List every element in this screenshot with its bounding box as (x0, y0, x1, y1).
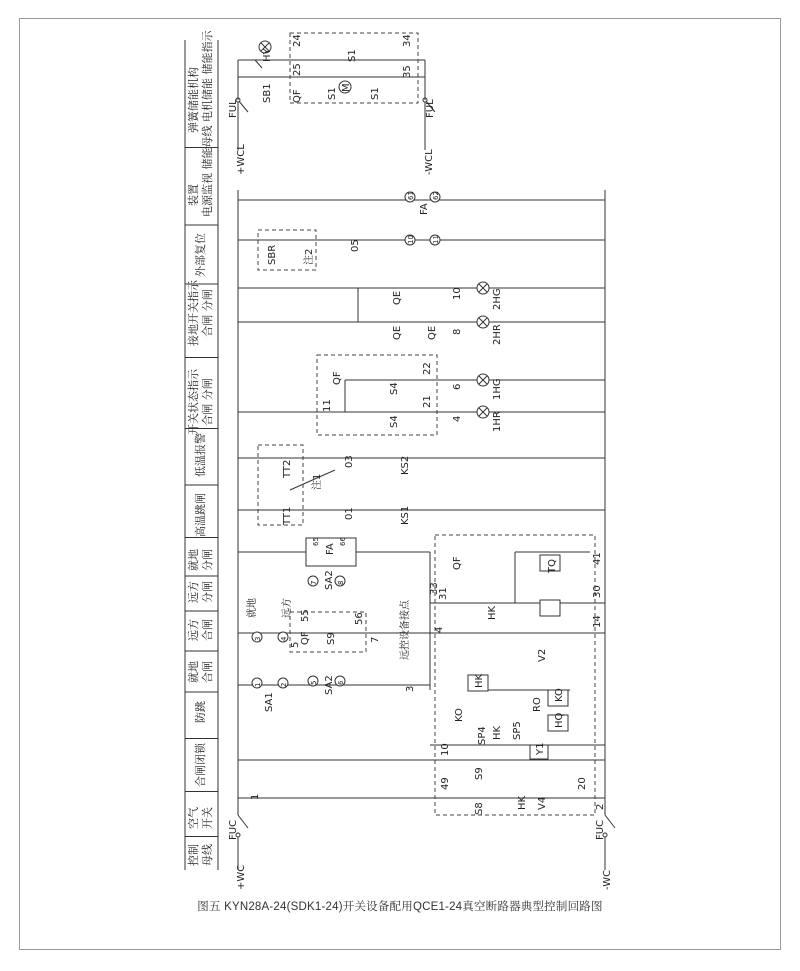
qe-label: QE (392, 325, 403, 340)
ro-label: RO (532, 697, 543, 712)
column-header-label: 储能母线 电机储能 储能指示 (201, 30, 214, 170)
fuse-label: FUC (595, 819, 606, 840)
column-header-label: 外部复位 (194, 233, 207, 277)
ko-label: KO (554, 688, 565, 702)
v4-label: V4 (537, 796, 548, 810)
qf-label: QF (452, 556, 463, 570)
device-power-monitor (238, 191, 605, 215)
earth-switch-indicator (238, 282, 605, 345)
column-header-label: 低温报警 (194, 433, 207, 477)
n11-label: 11 (322, 399, 333, 412)
n5-label: 5 (290, 641, 301, 648)
yuanfang-label: 远方 (282, 598, 293, 618)
c2-label: 2 (280, 682, 288, 687)
column-header-label: 开关状态指示 (187, 369, 200, 435)
n7-label: 7 (370, 636, 381, 643)
column-header-label: 远方 (187, 581, 200, 603)
column-header-label: 分闸 (201, 581, 214, 603)
external-reset (238, 230, 605, 270)
n05-label: 05 (350, 239, 361, 252)
column-header-label: 合闸 分闸 (201, 289, 214, 337)
c66-label: 66 (339, 537, 347, 546)
column-header-label: 装置 (187, 184, 200, 206)
column-header-label: 防跳 (194, 701, 207, 723)
qe-label: QE (427, 325, 438, 340)
fuse-fuc-right (595, 815, 615, 840)
hg2-label: 2HG (492, 288, 503, 310)
m-label: M (341, 83, 352, 92)
s8-label: S8 (474, 802, 485, 815)
column-header-label: 就地 (187, 549, 200, 571)
hk-label: HK (517, 795, 528, 810)
bus-label-neg-wcl: -WCL (424, 149, 435, 175)
column-header-label: 就地 (187, 661, 200, 683)
c61-label: 61 (407, 191, 415, 200)
bus-label-neg-wc: -WC (602, 869, 613, 890)
fuse-label: FUC (228, 819, 239, 840)
s1-label: S1 (327, 87, 338, 100)
hr2-label: 2HR (492, 324, 503, 345)
column-header-label: 控制 (187, 844, 200, 866)
hk-label: HK (492, 725, 503, 740)
column-header-label: 开关 (201, 807, 214, 829)
column-header-label: 弹簧储能机构 (187, 67, 200, 133)
n21-label: 21 (422, 395, 433, 408)
sp5-label: SP5 (512, 721, 523, 740)
c5-label: 5 (310, 680, 318, 685)
column-headers (185, 30, 218, 866)
n24-label: 24 (292, 34, 303, 47)
remote-local-switch (238, 598, 430, 660)
breaker-qf-internal (429, 535, 605, 815)
c1-label: 1 (254, 682, 262, 687)
s1-label: S1 (347, 49, 358, 62)
figure-caption: 图五 KYN28A-24(SDK1-24)开关设备配用QCE1-24真空断路器典型控制回路图 (197, 901, 603, 913)
y1-label: Y1 (535, 742, 546, 755)
s1-label: S1 (370, 87, 381, 100)
n2-label: 2 (595, 803, 606, 810)
n55-label: 55 (300, 609, 311, 622)
n10-label: 10 (452, 287, 463, 300)
fuse-label: FUL (228, 99, 239, 118)
column-header-label: 接地开关指示 (187, 280, 200, 346)
column-header-label: 空气 (187, 807, 200, 829)
n6-label: 6 (452, 383, 463, 390)
n4-label: 4 (452, 415, 463, 422)
fa-label: FA (419, 203, 430, 215)
c10-label: 10 (407, 235, 415, 244)
v2-label: V2 (537, 648, 548, 662)
n8-label: 8 (452, 328, 463, 335)
hq-label: HQ (554, 712, 565, 728)
n35-label: 35 (402, 65, 413, 78)
tt2-label: TT2 (282, 459, 293, 478)
fuse-label: FUL (425, 99, 436, 118)
c65-label: 65 (312, 537, 320, 546)
qe-label: QE (392, 290, 403, 305)
fuse-ful-right (423, 98, 436, 118)
column-header-label: 电源监视 (201, 173, 214, 217)
n1-label: 1 (250, 793, 261, 800)
hk-label: HK (487, 605, 498, 620)
qf-label: QF (292, 89, 303, 103)
hk-label: HK (474, 673, 485, 688)
ko-label: KO (454, 708, 465, 722)
note2-label: 注2 (304, 248, 315, 265)
n3-label: 3 (405, 685, 416, 692)
fuse-ful-left (228, 98, 248, 118)
column-header-label: 高温跳闸 (194, 493, 207, 537)
n56-label: 56 (354, 612, 365, 625)
fuse-fuc-left (228, 815, 248, 840)
n22-label: 22 (422, 362, 433, 375)
sb1-label: SB1 (262, 83, 273, 103)
s4-label: S4 (389, 382, 400, 395)
n49-label: 49 (440, 777, 451, 790)
column-header-label: 远方 (187, 619, 200, 641)
n31-label: 31 (438, 587, 449, 600)
qf-label: QF (300, 631, 311, 645)
local-open-circuit (238, 537, 430, 590)
n41-label: 41 (592, 552, 603, 565)
tq-label: TQ (547, 559, 558, 573)
ks2-label: KS2 (400, 455, 411, 475)
n01-label: 01 (344, 507, 355, 520)
n30-label: 30 (592, 585, 603, 598)
hg1-label: 1HG (492, 378, 503, 400)
sa2-label: SA2 (324, 675, 335, 695)
anti-pump-closing (238, 649, 606, 815)
tt1-label: TT1 (282, 506, 293, 525)
column-header-label: 母线 (201, 844, 214, 866)
note1-label: 注1 (312, 473, 323, 490)
sp4-label: SP4 (477, 726, 488, 745)
bus-label-pos-wcl: +WCL (236, 144, 247, 175)
spring-storage-circuit (238, 33, 425, 103)
c4-label: 4 (434, 626, 445, 633)
negative-bus (425, 100, 605, 870)
temperature-circuit (238, 445, 605, 526)
column-header-label: 合闸闭锁 (194, 743, 207, 787)
c11-label: 11 (432, 235, 440, 244)
n20-label: 20 (577, 777, 588, 790)
c62-label: 62 (432, 191, 440, 200)
qf-label: QF (332, 371, 343, 385)
remote-contact-label: 远控设备接点 (400, 600, 411, 660)
hr1-label: 1HR (492, 411, 503, 432)
c4-label: 4 (280, 636, 288, 641)
fa-label: FA (325, 543, 336, 555)
n10b-label: 10 (440, 743, 451, 756)
sa1-label: SA1 (264, 692, 275, 712)
hy-label: HY (262, 48, 273, 62)
ks1-label: KS1 (400, 505, 411, 525)
c6-label: 6 (337, 680, 345, 685)
breaker-status-indicator (238, 355, 605, 435)
c8-label: 8 (337, 580, 345, 585)
column-header-label: 合闸 (201, 619, 214, 641)
c7-label: 7 (310, 580, 318, 585)
n25-label: 25 (292, 63, 303, 76)
column-header-label: 分闸 (201, 549, 214, 571)
s4-label: S4 (389, 415, 400, 428)
column-header-label: 合闸 (201, 661, 214, 683)
n33-label: 33 (429, 582, 440, 595)
s9-label: S9 (326, 632, 337, 645)
jiudi-label: 就地 (247, 598, 258, 618)
n03-label: 03 (344, 455, 355, 468)
c3-label: 3 (254, 636, 262, 641)
n34-label: 34 (402, 34, 413, 47)
sbr-label: SBR (267, 244, 278, 265)
s9-label: S9 (474, 767, 485, 780)
n14-label: 14 (592, 615, 603, 628)
sa2-label: SA2 (324, 570, 335, 590)
column-header-label: 合闸 分闸 (201, 378, 214, 426)
local-close-circuit (238, 675, 430, 712)
bus-label-pos-wc: +WC (236, 864, 247, 890)
